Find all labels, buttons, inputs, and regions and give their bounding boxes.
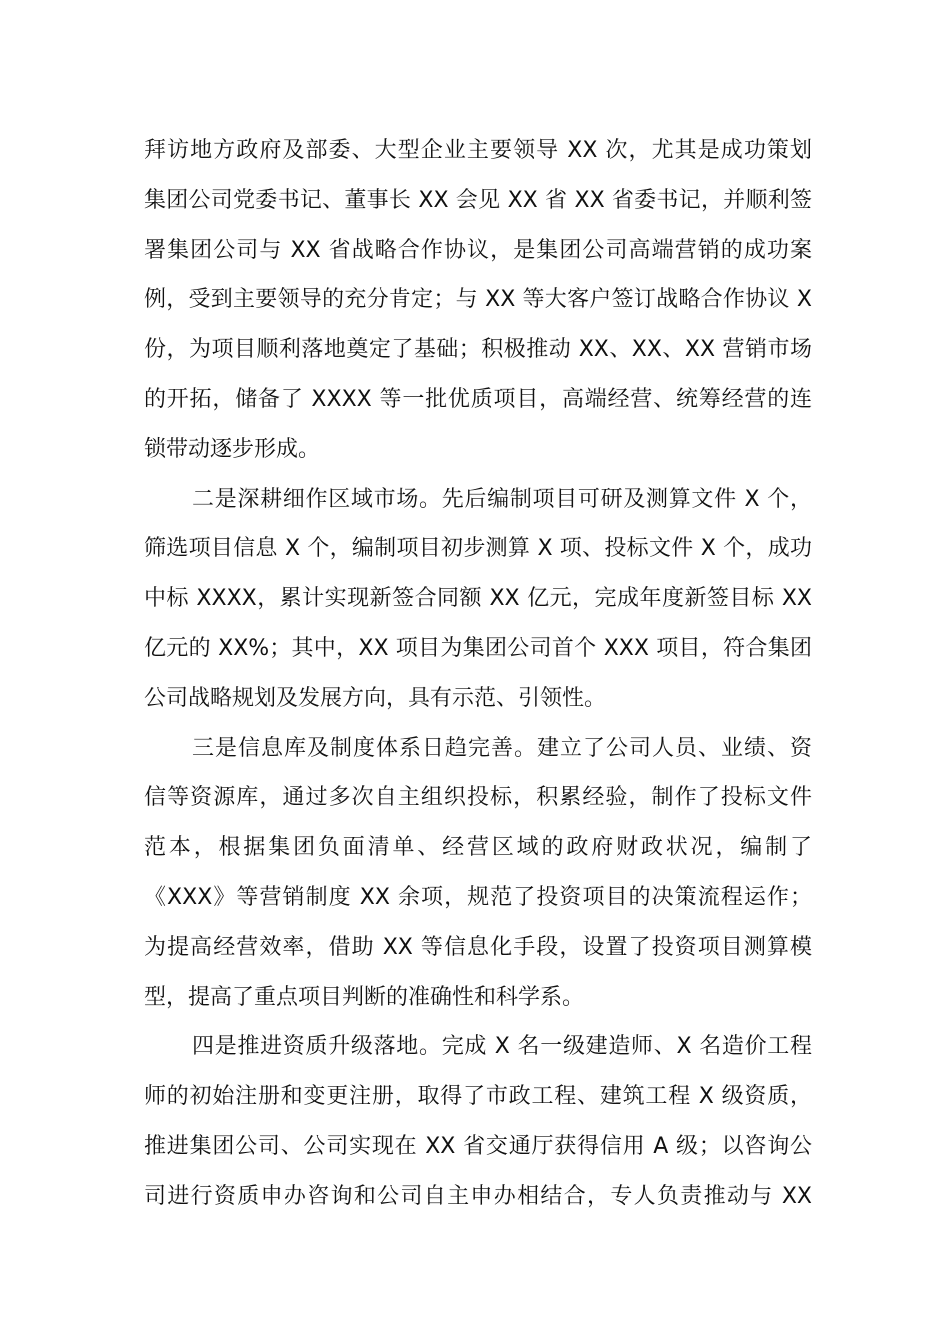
text-line: 署集团公司与 XX 省战略合作协议，是集团公司高端营销的成功案: [144, 237, 812, 263]
paragraph-end-line: 型，提高了重点项目判断的准确性和科学系。: [144, 984, 585, 1010]
text-line: 范本，根据集团负面清单、经营区域的政府财政状况，编制了: [144, 835, 812, 861]
text-line: 份，为项目顺利落地奠定了基础；积极推动 XX、XX、XX 营销市场: [144, 337, 812, 363]
text-line: 拜访地方政府及部委、大型企业主要领导 XX 次，尤其是成功策划: [144, 138, 812, 163]
text-line: 信等资源库，通过多次自主组织投标，积累经验，制作了投标文件: [144, 785, 812, 811]
text-line: 的开拓，储备了 XXXX 等一批优质项目，高端经营、统筹经营的连: [144, 386, 812, 412]
paragraph-heading-line: 三是信息库及制度体系日趋完善。建立了公司人员、业绩、资: [192, 735, 812, 761]
text-line: 推进集团公司、公司实现在 XX 省交通厅获得信用 A 级；以咨询公: [144, 1133, 812, 1159]
paragraph-heading-line: 四是推进资质升级落地。完成 X 名一级建造师、X 名造价工程: [192, 1034, 812, 1060]
text-line: 《XXX》等营销制度 XX 余项，规范了投资项目的决策流程运作；: [144, 884, 812, 910]
text-line: 亿元的 XX%；其中，XX 项目为集团公司首个 XXX 项目，符合集团: [144, 635, 812, 661]
text-line: 筛选项目信息 X 个，编制项目初步测算 X 项、投标文件 X 个，成功: [144, 536, 812, 562]
paragraph-end-line: 锁带动逐步形成。: [144, 436, 321, 462]
text-line: 为提高经营效率，借助 XX 等信息化手段，设置了投资项目测算模: [144, 934, 812, 960]
document-body: [144, 126, 812, 1222]
text-line: 中标 XXXX，累计实现新签合同额 XX 亿元，完成年度新签目标 XX: [144, 586, 812, 612]
text-line: 司进行资质申办咨询和公司自主申办相结合，专人负责推动与 XX: [144, 1183, 812, 1209]
text-line: 师的初始注册和变更注册，取得了市政工程、建筑工程 X 级资质，: [144, 1084, 812, 1110]
paragraph-heading-line: 二是深耕细作区域市场。先后编制项目可研及测算文件 X 个，: [192, 486, 812, 512]
paragraph-end-line: 公司战略规划及发展方向，具有示范、引领性。: [144, 685, 607, 711]
text-line: 例，受到主要领导的充分肯定；与 XX 等大客户签订战略合作协议 X: [144, 287, 812, 313]
text-line: 集团公司党委书记、董事长 XX 会见 XX 省 XX 省委书记，并顺利签: [144, 187, 812, 213]
